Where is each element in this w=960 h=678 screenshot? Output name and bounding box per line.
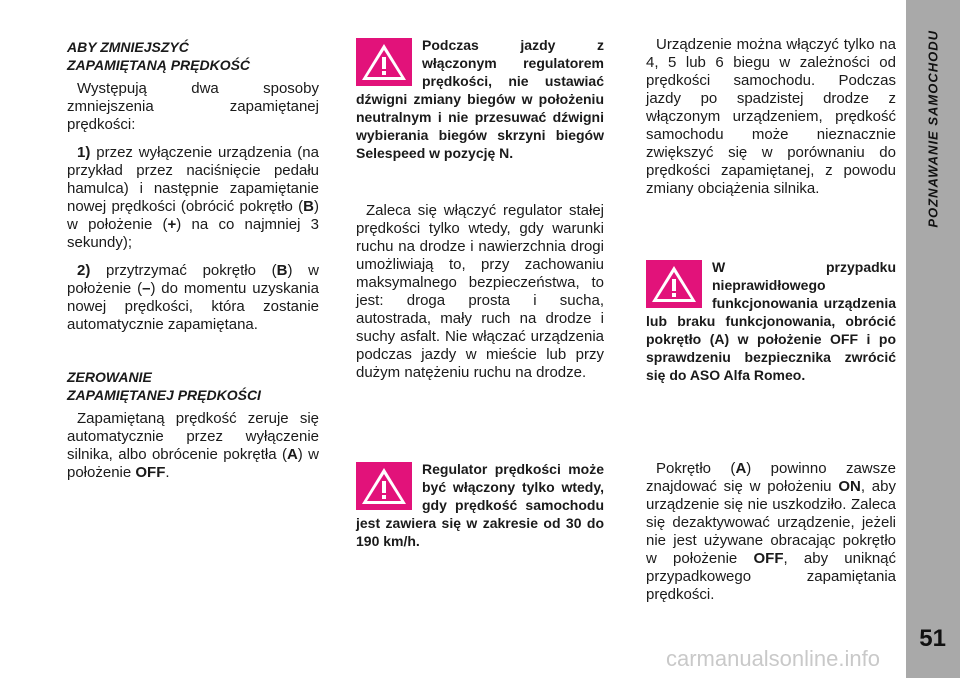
warning-icon: [356, 38, 412, 86]
knob-info: Pokrętło (A) powinno zawsze znajdować się w położeniu ON, aby urządzenie się nie uszkodziło. Zaleca się dezaktywować urządzenie, jeżeli nie jest używane obracając pokrętło w położenie OFF, aby uniknąć przypadkowego zapamiętania prędkości.: [646, 460, 896, 603]
warning-speed-range: Regulator prędkości może być włączony tylko wtedy, gdy prędkość samochodu jest zawiera się w zakresie od 30 do 190 km/h.: [356, 461, 604, 549]
heading-reset-speed: ZEROWANIE ZAPAMIĘTANEJ PRĘDKOŚCI: [67, 369, 261, 403]
method-1: 1) przez wyłączenie urządzenia (na przykład przez naciśnięcie pedału hamulca) i następnie zapamiętanie nowej prędkości (obrócić pokrętło (B) w położenie (+) na co najmniej 3 sekundy);: [67, 144, 319, 251]
usage-advice: Zaleca się włączyć regulator stałej prędkości tylko wtedy, gdy warunki ruchu na drodze i nawierzchnia drogi umożliwiają to, przy zachowaniu maksymalnego bezpieczeństwa, to jest: droga prosta i sucha, autostrada, mały ruch na drodze i suchy asfalt. Nie włączać urządzenia podczas jazdy w mieście lub przy dużym natężeniu ruchu na drodze.: [356, 202, 604, 381]
page-number: 51: [919, 625, 946, 652]
gear-info: Urządzenie można włączyć tylko na 4, 5 lub 6 biegu w zależności od prędkości samochodu. Podczas jazdy po spadzistej drodze z włączonym urządzeniem, prędkość samochodu może nieznacznie zwiększyć się w porównaniu do prędkości zapamiętanej, z powodu zmiany obciążenia silnika.: [646, 36, 896, 197]
warning-neutral-gear: Podczas jazdy z włączonym regulatorem prędkości, nie ustawiać dźwigni zmiany biegów w położeniu neutralnym i nie przesuwać dźwigni wybierania biegów skrzyni biegów Selespeed w pozycję N.: [356, 37, 604, 161]
warning-icon: [646, 260, 702, 308]
column-3: [646, 36, 896, 614]
warning-icon: [356, 462, 412, 510]
intro-text: Występują dwa sposoby zmniejszenia zapamiętanej prędkości:: [67, 80, 319, 133]
section-title: POZNAWANIE SAMOCHODU: [925, 30, 941, 228]
column-1: [67, 38, 319, 492]
section-sidebar: [906, 0, 960, 678]
watermark: carmanualsonline.info: [665, 646, 880, 671]
warning-malfunction: W przypadku nieprawidłowego funkcjonowania urządzenia lub braku funkcjonowania, obrócić pokrętło (A) w położenie OFF i po sprawdzeniu bezpiecznika zwrócić się do ASO Alfa Romeo.: [646, 259, 896, 383]
heading-reduce-speed: ABY ZMNIEJSZYĆ ZAPAMIĘTANĄ PRĘDKOŚĆ: [67, 39, 251, 73]
reset-text: Zapamiętaną prędkość zeruje się automatycznie przez wyłączenie silnika, albo obrócenie pokrętła (A) w położenie OFF.: [67, 410, 319, 481]
method-2: 2) przytrzymać pokrętło (B) w położenie (–) do momentu uzyskania nowej prędkości, która zostanie automatycznie zapamiętana.: [67, 262, 320, 333]
column-2: [356, 36, 604, 550]
